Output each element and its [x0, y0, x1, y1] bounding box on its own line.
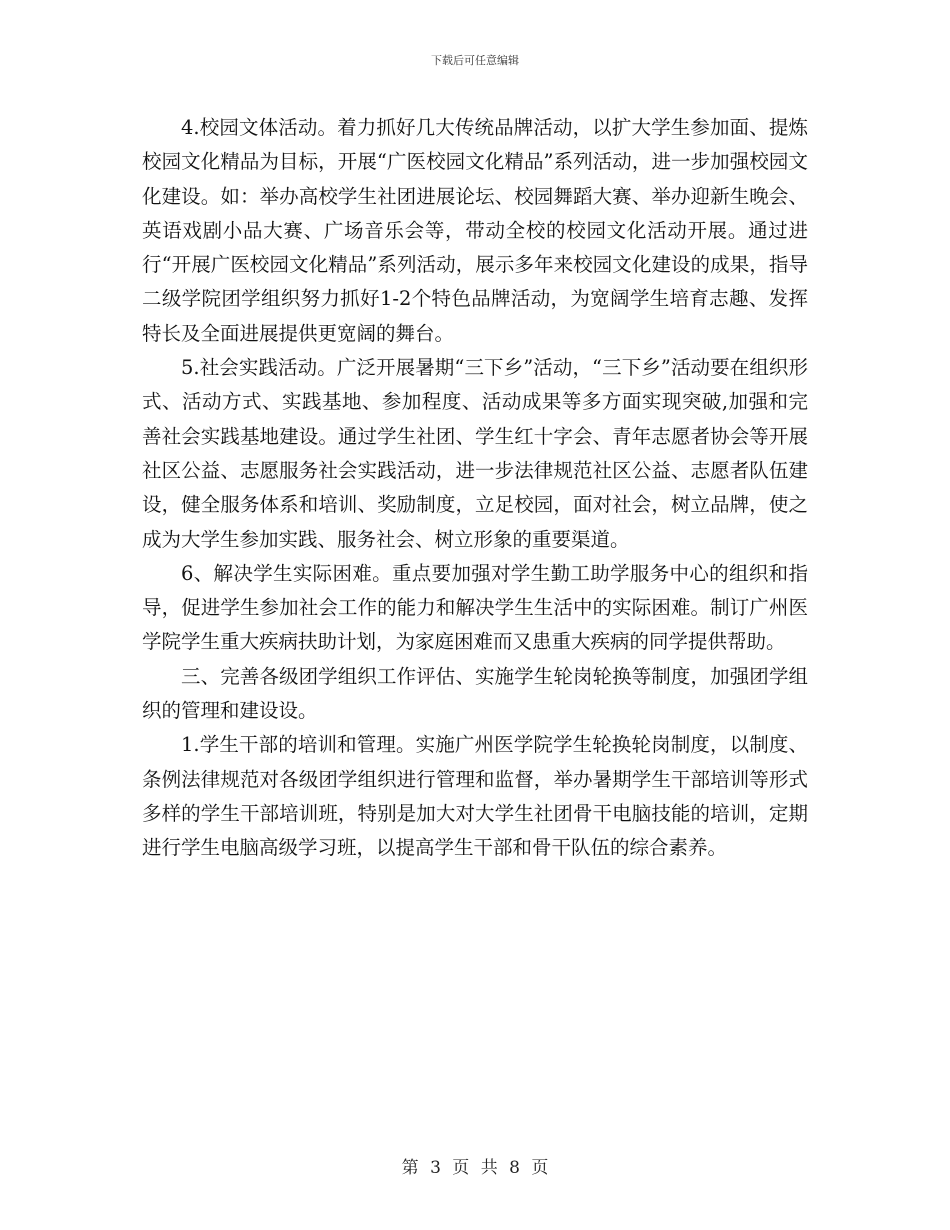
page-number-footer: 第 3 页 共 8 页 — [401, 1158, 549, 1178]
document-body — [142, 111, 808, 866]
paragraph-social-practice: 5.社会实践活动。广泛开展暑期“三下乡”活动，“三下乡”活动要在组织形式、活动方式、实践基地、参加程度、活动成果等多方面实现突破,加强和完善社会实践基地建设。通过学生社团、学生红十字会、青年志愿者协会等开展社区公益、志愿服务社会实践活动，进一步法律规范社区公益、志愿者队伍建设，健全服务体系和培训、奖励制度，立足校园，面对社会，树立品牌，使之成为大学生参加实践、服务社会、树立形象的重要渠道。 — [142, 356, 808, 551]
page-header-note: 下载后可任意编辑 — [431, 54, 519, 67]
paragraph-cadre-training: 1.学生干部的培训和管理。实施广州医学院学生轮换轮岗制度，以制度、条例法律规范对各级团学组织进行管理和监督，举办暑期学生干部培训等形式多样的学生干部培训班，特别是加大对大学生社团骨干电脑技能的培训，定期进行学生电脑高级学习班，以提高学生干部和骨干队伍的综合素养。 — [142, 733, 808, 860]
paragraph-campus-activities: 4.校园文体活动。着力抓好几大传统品牌活动，以扩大学生参加面、提炼校园文化精品为目标，开展“广医校园文化精品”系列活动，进一步加强校园文化建设。如：举办高校学生社团进展论坛、校园舞蹈大赛、举办迎新生晚会、英语戏剧小品大赛、广场音乐会等，带动全校的校园文化活动开展。通过进行“开展广医校园文化精品”系列活动，展示多年来校园文化建设的成果，指导二级学院团学组织努力抓好1-2个特色品牌活动，为宽阔学生培育志趣、发挥特长及全面进展提供更宽阔的舞台。 — [142, 116, 808, 345]
section-heading-three: 三、完善各级团学组织工作评估、实施学生轮岗轮换等制度，加强团学组织的管理和建设设。 — [142, 664, 808, 723]
paragraph-student-difficulties: 6、解决学生实际困难。重点要加强对学生勤工助学服务中心的组织和指导，促进学生参加社会工作的能力和解决学生生活中的实际困难。制订广州医学院学生重大疾病扶助计划，为家庭困难而又患重大疾病的同学提供帮助。 — [142, 561, 808, 654]
